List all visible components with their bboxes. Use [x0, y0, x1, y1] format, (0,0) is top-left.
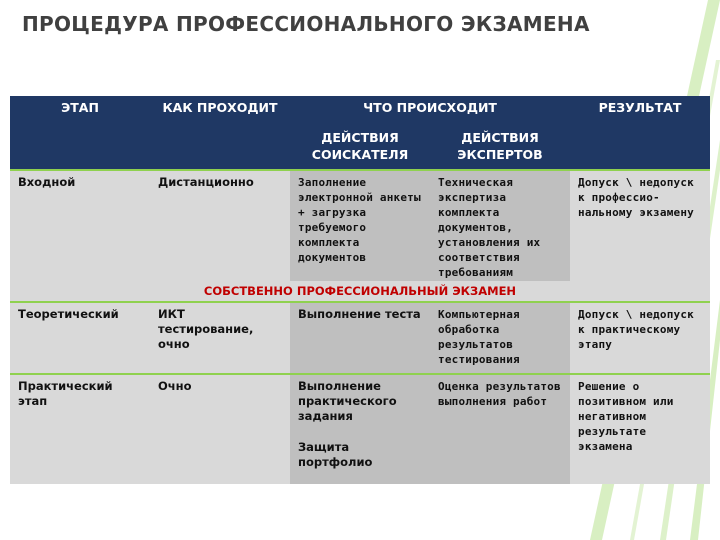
section-band: СОБСТВЕННО ПРОФЕССИОНАЛЬНЫЙ ЭКЗАМЕН: [10, 281, 710, 301]
header-what: ЧТО ПРОИСХОДИТ: [290, 96, 570, 123]
row3-how: Очно: [150, 375, 290, 484]
row1-result: Допуск \ недопуск к профессио-нальному экзамену: [570, 171, 710, 281]
row1-applicant-actions: Заполнение электронной анкеты + загрузка требуемого комплекта документов: [290, 171, 430, 281]
page-title: ПРОЦЕДУРА ПРОФЕССИОНАЛЬНОГО ЭКЗАМЕНА: [22, 12, 590, 36]
row1-how: Дистанционно: [150, 171, 290, 281]
row3-result: Решение о позитивном или негативном результате экзамена: [570, 375, 710, 484]
row1-expert-actions: Техническая экспертиза комплекта документов, установления их соответствия требованиям: [430, 171, 570, 281]
header-stage: ЭТАП: [10, 96, 150, 170]
row2-applicant-actions: Выполнение теста: [290, 303, 430, 373]
exam-procedure-table: [10, 96, 710, 484]
row3-applicant-task: Выполнение практического задания: [298, 379, 397, 423]
header-result: РЕЗУЛЬТАТ: [570, 96, 710, 170]
row2-expert-actions: Компьютерная обработка результатов тестирования: [430, 303, 570, 373]
header-how: КАК ПРОХОДИТ: [150, 96, 290, 170]
row2-stage: Теоретический: [10, 303, 150, 373]
header-applicant-actions: ДЕЙСТВИЯ СОИСКАТЕЛЯ: [290, 123, 430, 170]
row3-applicant-actions: [290, 375, 430, 484]
row1-stage: Входной: [10, 171, 150, 281]
row3-applicant-portfolio: Защита портфолио: [298, 440, 373, 469]
row2-result: Допуск \ недопуск к практическому этапу: [570, 303, 710, 373]
header-expert-actions: ДЕЙСТВИЯ ЭКСПЕРТОВ: [430, 123, 570, 170]
row3-expert-actions: Оценка результатов выполнения работ: [430, 375, 570, 484]
row3-stage: Практический этап: [10, 375, 150, 484]
row2-how: ИКТ тестирование, очно: [150, 303, 290, 373]
